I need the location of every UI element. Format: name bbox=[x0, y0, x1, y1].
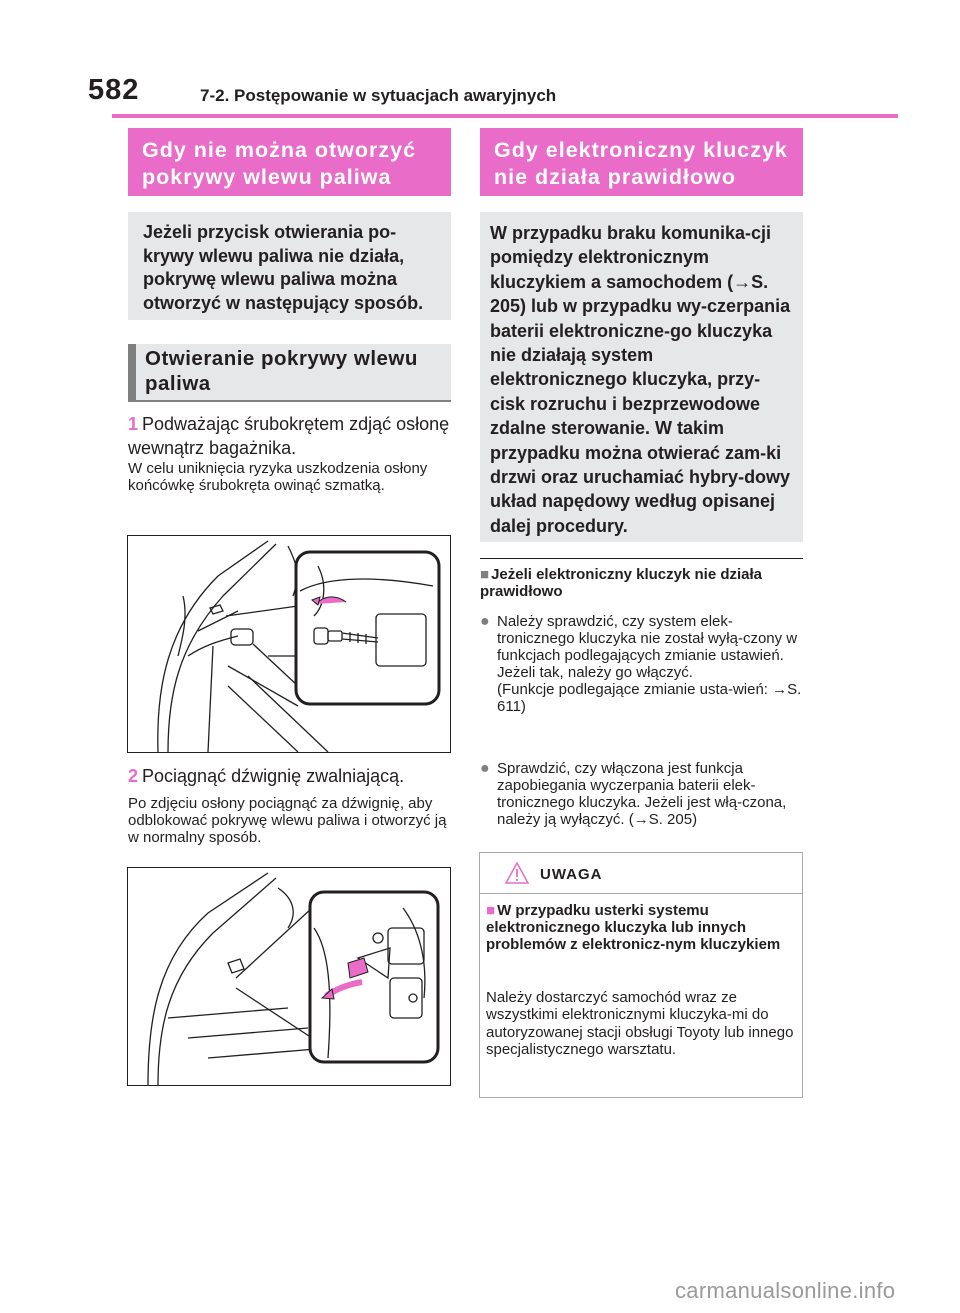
warning-subtitle bbox=[486, 902, 796, 953]
warning-divider bbox=[480, 893, 802, 894]
warning-label: UWAGA bbox=[540, 866, 603, 883]
subsection-title: Jeżeli elektroniczny kluczyk nie działa prawidłowo bbox=[480, 566, 763, 600]
step-2-note: Po zdjęciu osłony pociągnąć za dźwignię, aby odblokować pokrywę wlewu paliwa i otworzyć ją w normalny sposób. bbox=[128, 795, 447, 846]
subsection-heading bbox=[480, 566, 803, 600]
sub-heading-rule bbox=[128, 400, 451, 402]
square-bullet-icon: ■ bbox=[480, 566, 490, 583]
step-1 bbox=[128, 412, 458, 460]
chapter-title: 7-2. Postępowanie w sytuacjach awaryjnych bbox=[200, 86, 557, 105]
step-text: Podważając śrubokrętem zdjąć osłonę wewnątrz bagażnika. bbox=[128, 414, 450, 458]
list-item-text: Sprawdzić, czy włączona jest funkcja zapobiegania wyczerpania baterii elek-tronicznego kluczyka. Jeżeli jest włą-czona, należy ją wyłączyć. (→S. 205) bbox=[497, 760, 787, 828]
header-divider bbox=[112, 114, 898, 118]
list-item-text: Należy sprawdzić, czy system elek-tronicznego kluczyka nie został wyłą-czony w funkcjach podlegających zmianie ustawień. Jeżeli tak, należy go włączyć. (Funkcje podlegające zmianie usta-wień: →S. 611) bbox=[497, 613, 802, 715]
sub-heading-opening-fuel-door: Otwieranie pokrywy wlewu paliwa bbox=[128, 344, 451, 402]
circle-bullet-icon: ● bbox=[480, 760, 490, 777]
warning-body: Należy dostarczyć samochód wraz ze wszystkimi elektronicznymi kluczyka-mi do autoryzowanej stacji obsługi Toyoty lub innego specjalistycznego warsztatu. bbox=[486, 989, 794, 1058]
step-number: 1 bbox=[128, 414, 139, 434]
step-2 bbox=[128, 764, 458, 788]
warning-subtitle-text: W przypadku usterki systemu elektronicznego kluczyka lub innych problemów z elektronicz-nym kluczykiem bbox=[486, 902, 781, 953]
section-title-fuel-door: Gdy nie można otworzyć pokrywy wlewu paliwa bbox=[128, 128, 451, 196]
step-1-note: W celu uniknięcia ryzyka uszkodzenia osłony końcówkę śrubokręta owinąć szmatką. bbox=[128, 460, 428, 494]
section-intro-fuel-door: Jeżeli przycisk otwierania po-krywy wlewu paliwa nie działa, pokrywę wlewu paliwa można otworzyć w następujący sposób. bbox=[128, 212, 451, 320]
trunk-lever-illustration bbox=[128, 868, 450, 1085]
warning-triangle-icon bbox=[505, 862, 529, 884]
section-title-electronic-key: Gdy elektroniczny kluczyk nie działa prawidłowo bbox=[480, 128, 803, 196]
watermark: carmanualsonline.info bbox=[675, 1278, 896, 1303]
list-item bbox=[480, 760, 803, 828]
square-bullet-icon: ■ bbox=[486, 902, 496, 919]
illustration-remove-cover bbox=[127, 535, 451, 753]
section-intro-electronic-key: W przypadku braku komunika-cji pomiędzy elektronicznym kluczykiem a samochodem (→S. 205) lub w przypadku wy-czerpania baterii elektroniczne-go kluczyka nie działają system elektronicznego kluczyka, przy-cisk rozruchu i bezprzewodowe zdalne sterowanie. W takim przypadku można otwierać zam-ki drzwi oraz uruchamiać hybry-dowy układ napędowy według opisanej dalej procedury. bbox=[480, 212, 803, 542]
page-number: 582 bbox=[88, 74, 140, 106]
list-item bbox=[480, 613, 803, 715]
illustration-release-lever bbox=[127, 867, 451, 1086]
step-number: 2 bbox=[128, 766, 139, 786]
step-text: Pociągnąć dźwignię zwalniającą. bbox=[142, 766, 405, 786]
subsection-divider bbox=[480, 558, 803, 559]
trunk-screwdriver-illustration bbox=[128, 536, 450, 752]
circle-bullet-icon: ● bbox=[480, 613, 490, 630]
